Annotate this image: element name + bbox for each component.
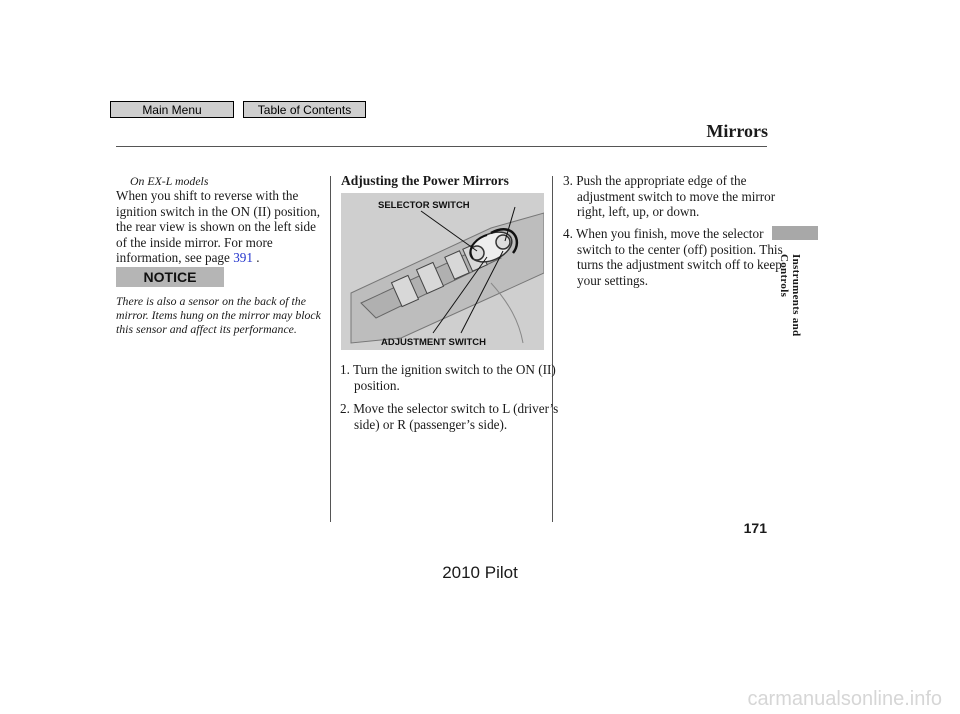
step-text: When you finish, move the selector switch to the center (off) position. This turns the adjustment switch off to keep your settings. xyxy=(575,226,783,288)
column-divider-right xyxy=(552,176,553,522)
step-text: Push the appropriate edge of the adjustment switch to move the mirror right, left, up, or down. xyxy=(576,173,776,219)
column-divider-left xyxy=(330,176,331,522)
step-text: Turn the ignition switch to the ON (II) position. xyxy=(352,362,556,393)
side-tab-label: Instruments and Controls xyxy=(778,254,802,337)
footer-title: 2010 Pilot xyxy=(442,563,518,582)
section-heading: Adjusting the Power Mirrors xyxy=(341,173,509,188)
page-link[interactable]: 391 xyxy=(233,250,253,265)
step-number: 2. xyxy=(340,401,350,416)
notice-text: There is also a sensor on the back of the mirror. Items hung on the mirror may block this sensor and affect its performance. xyxy=(116,294,321,336)
step-number: 3. xyxy=(563,173,573,188)
step-number: 1. xyxy=(340,362,350,377)
page-number: 171 xyxy=(743,520,767,536)
intro-text: When you shift to reverse with the ignition switch in the ON (II) position, the rear view is shown on the left side of the inside mirror. For more information, see page xyxy=(116,188,321,265)
step-1 xyxy=(340,362,566,393)
adjustment-switch-label: ADJUSTMENT SWITCH xyxy=(381,337,487,348)
main-menu-button[interactable]: Main Menu xyxy=(110,101,234,118)
selector-switch-label: SELECTOR SWITCH xyxy=(378,200,470,211)
section-title: Mirrors xyxy=(706,121,768,141)
step-2 xyxy=(340,401,566,432)
power-mirror-switch-illustration xyxy=(341,193,544,350)
step-text: Move the selector switch to L (driver’s side) or R (passenger’s side). xyxy=(353,401,559,432)
step-4 xyxy=(563,226,783,288)
model-note: On EX-L models xyxy=(130,174,209,188)
watermark: carmanualsonline.info xyxy=(747,688,942,710)
table-of-contents-button[interactable]: Table of Contents xyxy=(243,101,366,118)
notice-badge: NOTICE xyxy=(116,267,224,287)
header-rule xyxy=(116,146,767,147)
intro-text-end: . xyxy=(256,250,260,265)
step-3 xyxy=(563,173,783,220)
step-number: 4. xyxy=(563,226,573,241)
intro-paragraph xyxy=(116,188,326,266)
